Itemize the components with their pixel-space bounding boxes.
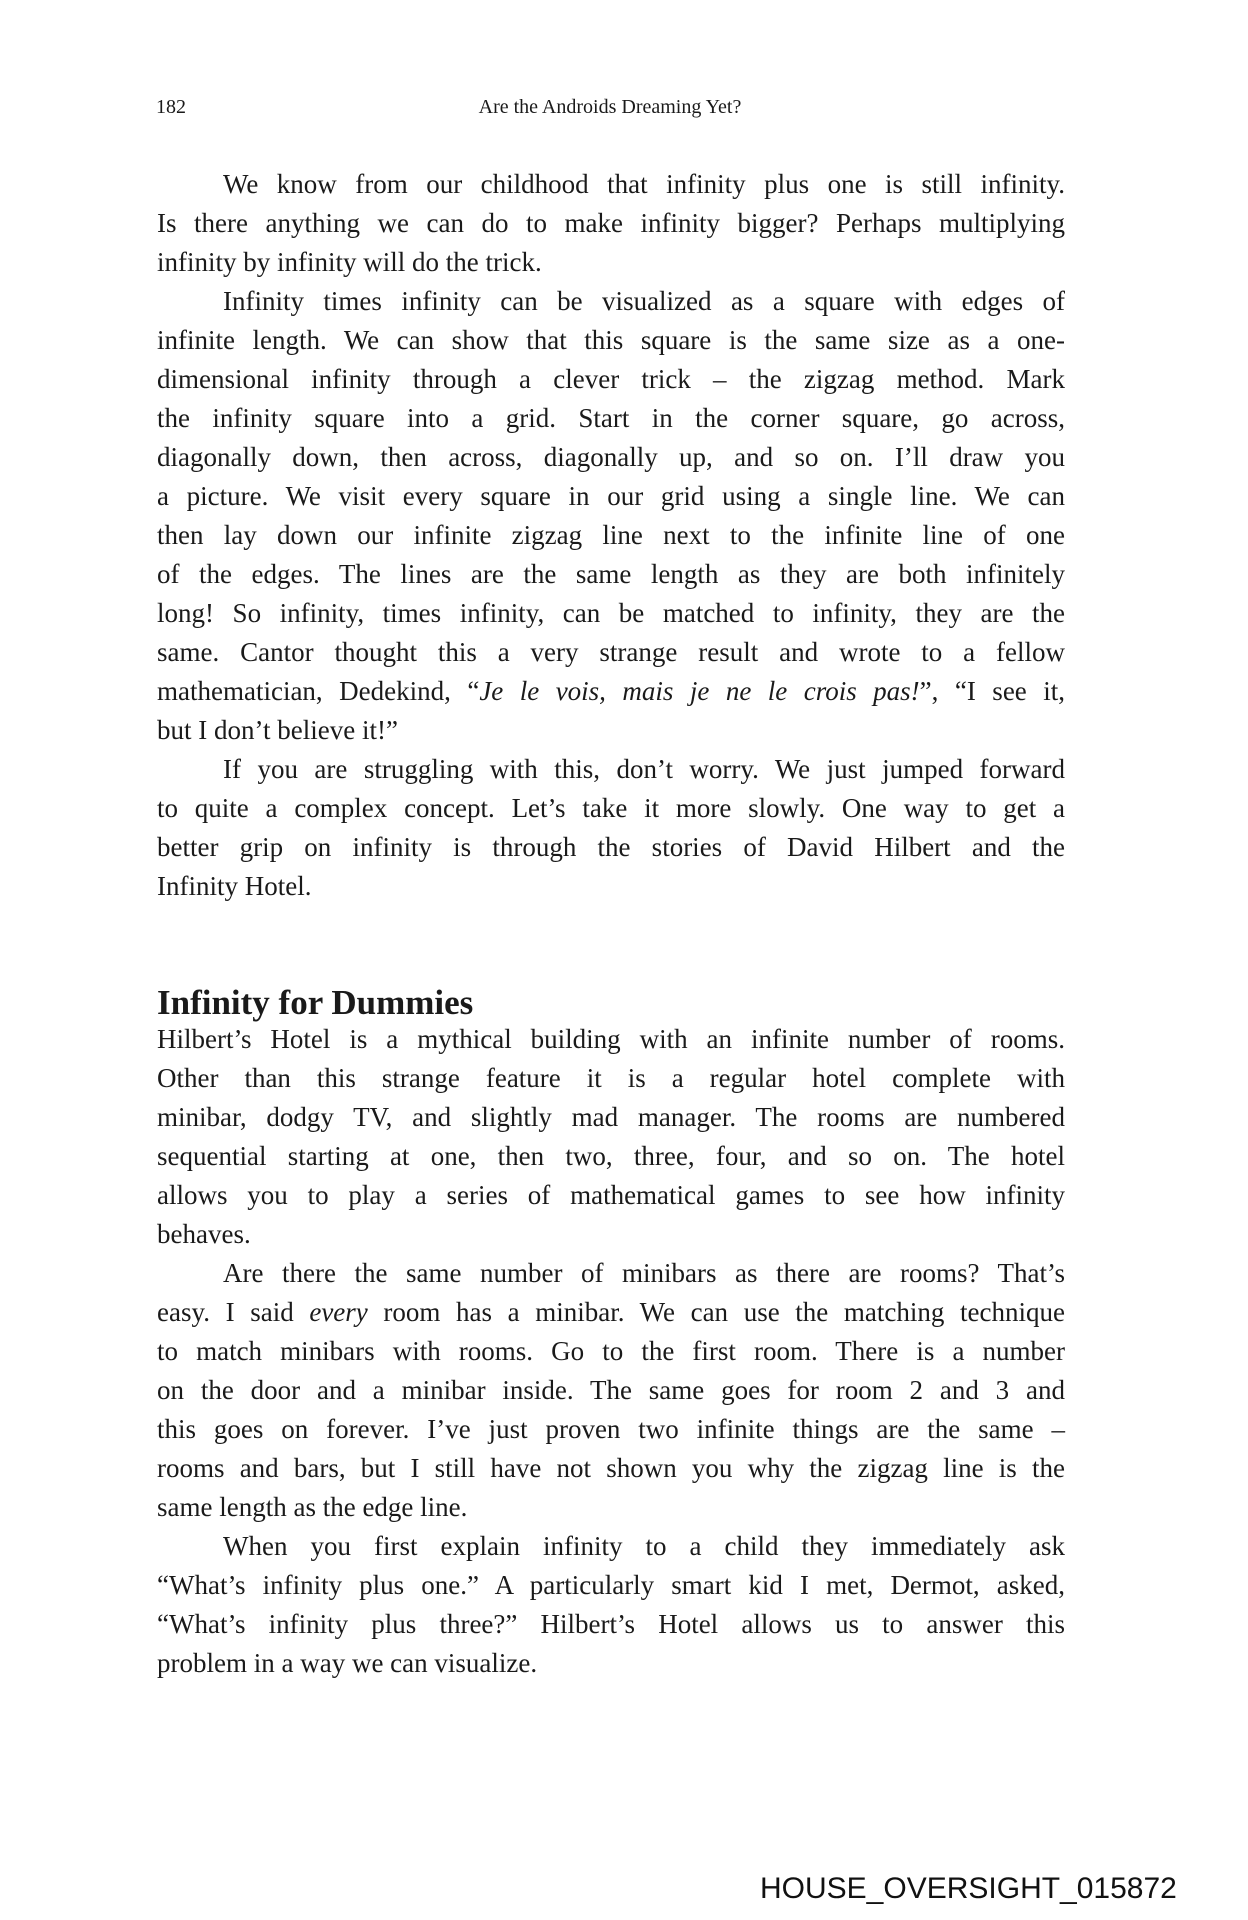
paragraph-line: rooms and bars, but I still have not shown you why the zigzag line is the [157, 1453, 1065, 1483]
quote-suffix: ”, “I see it, [919, 676, 1065, 706]
section-heading: Infinity for Dummies [157, 983, 474, 1022]
paragraph-line: “What’s infinity plus three?” Hilbert’s Hotel allows us to answer this [157, 1609, 1065, 1639]
paragraph-line: on the door and a minibar inside. The same goes for room 2 and 3 and [157, 1375, 1065, 1405]
paragraph-line: then lay down our infinite zigzag line next to the infinite line of one [157, 520, 1065, 550]
quote-line [157, 672, 1065, 711]
paragraph-line: to quite a complex concept. Let’s take it more slowly. One way to get a [157, 793, 1065, 823]
emphasis-suffix: room has a minibar. We can use the matching technique [367, 1297, 1065, 1327]
paragraph-line: Hilbert’s Hotel is a mythical building with an infinite number of rooms. [157, 1024, 1065, 1054]
paragraph-line: Infinity Hotel. [157, 871, 312, 901]
running-title: Are the Androids Dreaming Yet? [478, 96, 742, 118]
emphasis-line [157, 1293, 1065, 1332]
paragraph-line: If you are struggling with this, don’t worry. We just jumped forward [223, 754, 1065, 784]
paragraph-line: same length as the edge line. [157, 1492, 468, 1522]
paragraph-line: allows you to play a series of mathematical games to see how infinity [157, 1180, 1065, 1210]
paragraph-line: behaves. [157, 1219, 251, 1249]
paragraph-line: When you first explain infinity to a child they immediately ask [223, 1531, 1065, 1561]
paragraph-line: Other than this strange feature it is a regular hotel complete with [157, 1063, 1065, 1093]
paragraph-line: Infinity times infinity can be visualized as a square with edges of [223, 286, 1065, 316]
paragraph-line: problem in a way we can visualize. [157, 1648, 538, 1678]
quote-prefix: mathematician, Dedekind, “ [157, 676, 480, 706]
paragraph-line: of the edges. The lines are the same length as they are both infinitely [157, 559, 1065, 589]
paragraph-line: infinite length. We can show that this square is the same size as a one- [157, 325, 1065, 355]
paragraph-line: We know from our childhood that infinity plus one is still infinity. [223, 169, 1065, 199]
paragraph-line: minibar, dodgy TV, and slightly mad manager. The rooms are numbered [157, 1102, 1065, 1132]
french-quote: Je le vois, mais je ne le crois pas! [479, 676, 920, 706]
paragraph-line: this goes on forever. I’ve just proven two infinite things are the same – [157, 1414, 1065, 1444]
paragraph-line: Are there the same number of minibars as there are rooms? That’s [223, 1258, 1065, 1288]
bates-number: HOUSE_OVERSIGHT_015872 [760, 1872, 1177, 1905]
paragraph-line: a picture. We visit every square in our grid using a single line. We can [157, 481, 1065, 511]
paragraph-line: “What’s infinity plus one.” A particularly smart kid I met, Dermot, asked, [157, 1570, 1065, 1600]
emphasis-word: every [309, 1297, 368, 1327]
paragraph-line: diagonally down, then across, diagonally up, and so on. I’ll draw you [157, 442, 1065, 472]
paragraph-line: the infinity square into a grid. Start in the corner square, go across, [157, 403, 1065, 433]
paragraph-line: same. Cantor thought this a very strange result and wrote to a fellow [157, 637, 1065, 667]
paragraph-line: long! So infinity, times infinity, can be matched to infinity, they are the [157, 598, 1065, 628]
emphasis-prefix: easy. I said [157, 1297, 310, 1327]
paragraph-line: to match minibars with rooms. Go to the first room. There is a number [157, 1336, 1065, 1366]
paragraph-line: but I don’t believe it!” [157, 715, 398, 745]
paragraph-line: dimensional infinity through a clever trick – the zigzag method. Mark [157, 364, 1065, 394]
paragraph-line: infinity by infinity will do the trick. [157, 247, 542, 277]
page-number: 182 [156, 96, 186, 118]
paragraph-line: better grip on infinity is through the stories of David Hilbert and the [157, 832, 1065, 862]
paragraph-line: sequential starting at one, then two, three, four, and so on. The hotel [157, 1141, 1065, 1171]
body-text [157, 0, 1065, 1920]
paragraph-line: Is there anything we can do to make infinity bigger? Perhaps multiplying [157, 208, 1065, 238]
